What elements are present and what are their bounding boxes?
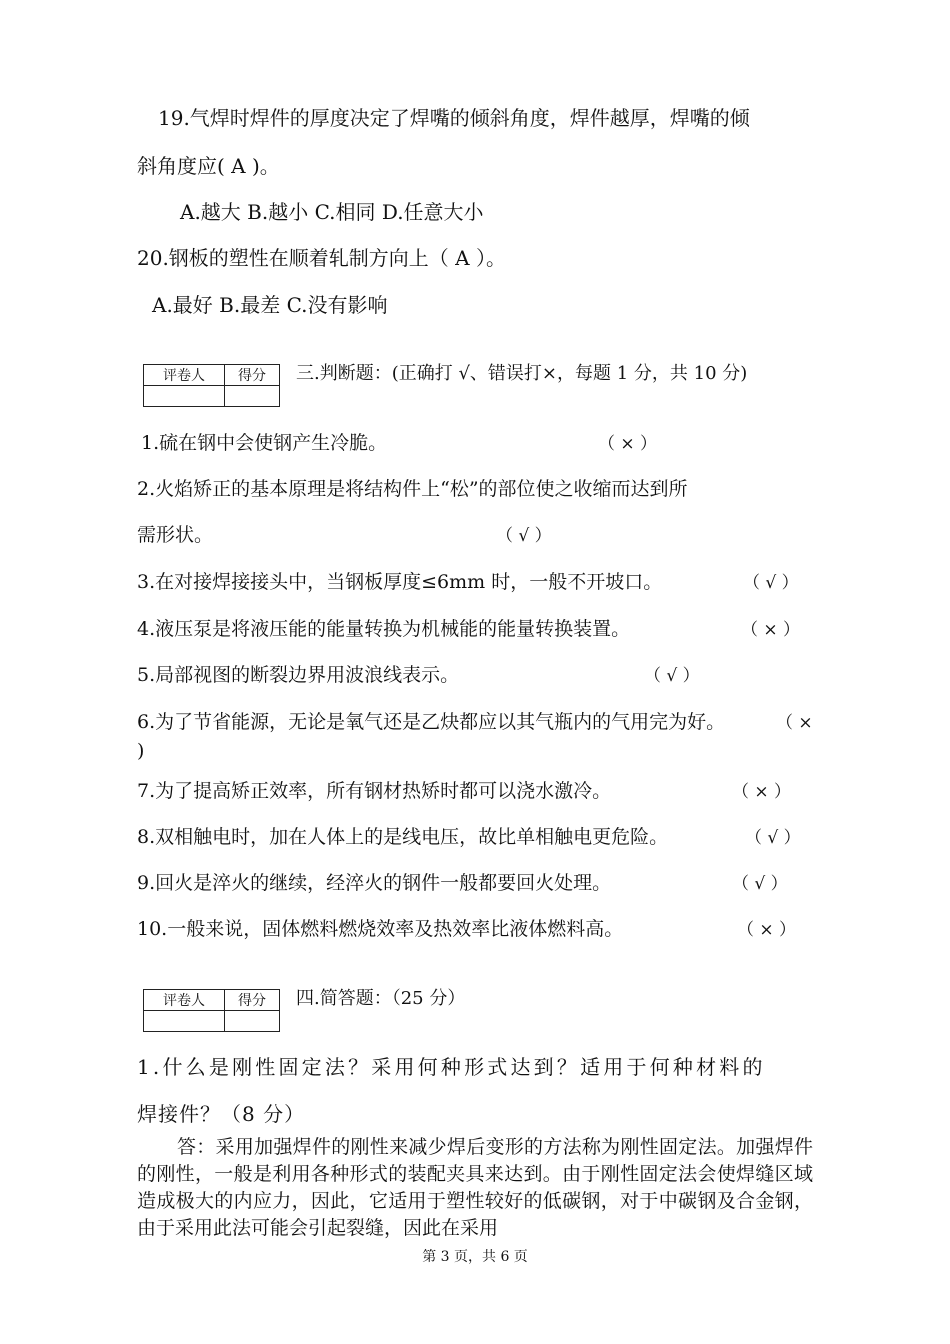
section-3-title: 三.判断题：(正确打 √、错误打×，每题 1 分，共 10 分) <box>296 363 748 384</box>
score-label: 得分 <box>225 365 280 386</box>
short-question-1-line-1: 1.什么是刚性固定法？采用何种形式达到？适用于何种材料的 <box>137 1055 766 1079</box>
judge-answer-1: （ × ） <box>598 434 658 454</box>
judge-answer-2: （ √ ） <box>496 526 552 546</box>
judge-item-9: 9.回火是淬火的继续，经淬火的钢件一般都要回火处理。 <box>137 872 612 894</box>
page-footer: 第 3 页，共 6 页 <box>422 1249 528 1265</box>
question-20-options: A.最好 B.最差 C.没有影响 <box>152 293 388 317</box>
judge-answer-6-cont: ) <box>137 740 145 762</box>
judge-item-3: 3.在对接焊接接头中，当钢板厚度≤6mm 时，一般不开坡口。 <box>137 571 663 593</box>
judge-item-8: 8.双相触电时，加在人体上的是线电压，故比单相触电更危险。 <box>137 826 669 848</box>
judge-item-5: 5.局部视图的断裂边界用波浪线表示。 <box>137 664 460 686</box>
score-box-section-3 <box>143 364 280 407</box>
judge-item-10: 10.一般来说，固体燃料燃烧效率及热效率比液体燃料高。 <box>137 918 624 940</box>
judge-answer-10: （ × ） <box>737 920 797 940</box>
short-question-1-answer: 答：采用加强焊件的刚性来减少焊后变形的方法称为刚性固定法。加强焊件的刚性，一般是利用各种形式的装配夹具来达到。由于刚性固定法会使焊缝区域造成极大的内应力，因此，它适用于塑性较好的低碳钢，对于中碳钢及合金钢，由于采用此法可能会引起裂缝，因此在采用 <box>137 1136 813 1239</box>
question-19-line-2: 斜角度应( A )。 <box>137 154 280 178</box>
judge-item-2: 2.火焰矫正的基本原理是将结构件上“松”的部位使之收缩而达到所 <box>137 478 688 500</box>
grader-label: 评卷人 <box>144 365 225 386</box>
judge-answer-6: （ × <box>776 713 813 733</box>
judge-item-4: 4.液压泵是将液压能的能量转换为机械能的能量转换装置。 <box>137 618 631 640</box>
judge-answer-4: （ × ） <box>741 620 801 640</box>
question-19-options: A.越大 B.越小 C.相同 D.任意大小 <box>180 200 484 224</box>
judge-answer-7: （ × ） <box>732 782 792 802</box>
judge-item-6: 6.为了节省能源，无论是氧气还是乙炔都应以其气瓶内的气用完为好。 <box>137 711 726 733</box>
judge-answer-8: （ √ ） <box>745 828 801 848</box>
judge-answer-9: （ √ ） <box>732 874 788 894</box>
score-box-section-4 <box>143 989 280 1032</box>
grader-cell[interactable] <box>144 386 225 407</box>
judge-answer-5: （ √ ） <box>644 666 700 686</box>
section-4-title: 四.简答题：（25 分） <box>296 988 466 1009</box>
score-cell[interactable] <box>225 1011 280 1032</box>
judge-item-7: 7.为了提高矫正效率，所有钢材热矫时都可以浇水激冷。 <box>137 780 612 802</box>
score-label: 得分 <box>225 990 280 1011</box>
grader-label: 评卷人 <box>144 990 225 1011</box>
judge-item-2-cont: 需形状。 <box>137 524 214 546</box>
judge-item-1: 1.硫在钢中会使钢产生冷脆。 <box>141 432 388 454</box>
grader-cell[interactable] <box>144 1011 225 1032</box>
question-19-line-1: 19.气焊时焊件的厚度决定了焊嘴的倾斜角度，焊件越厚，焊嘴的倾 <box>158 106 750 130</box>
short-question-1-line-2: 焊接件？（8 分） <box>137 1102 306 1126</box>
judge-answer-3: （ √ ） <box>743 573 799 593</box>
question-20: 20.钢板的塑性在顺着轧制方向上（ A ）。 <box>137 246 506 270</box>
score-cell[interactable] <box>225 386 280 407</box>
